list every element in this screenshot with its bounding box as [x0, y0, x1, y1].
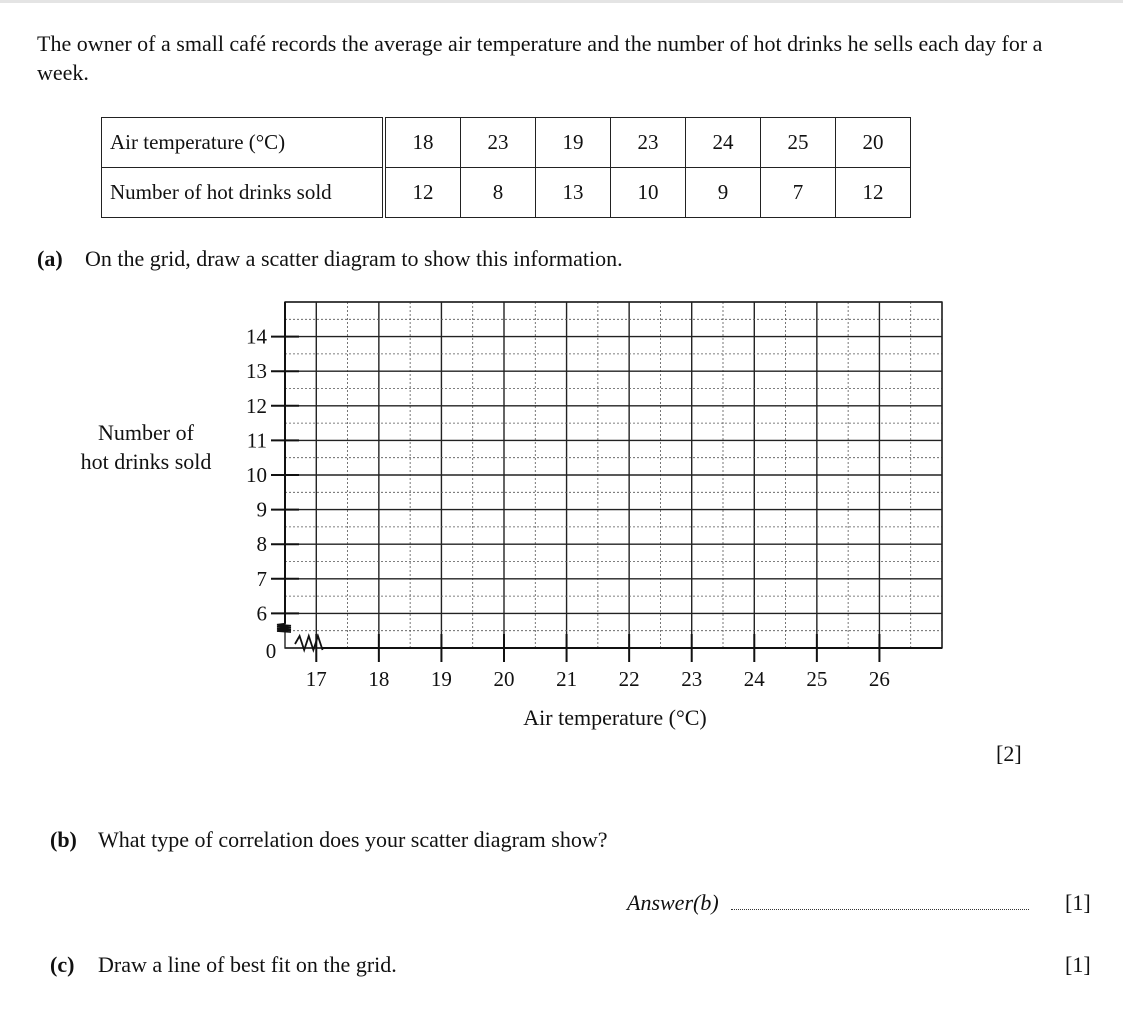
row-label: Air temperature (°C): [102, 118, 385, 168]
x-tick-label: 19: [430, 667, 452, 691]
y-tick-label: 11: [246, 428, 267, 453]
part-a-question: [37, 246, 623, 272]
part-b-letter: (b): [50, 827, 77, 852]
x-tick-label: 22: [618, 667, 640, 691]
table-cell: 23: [461, 118, 536, 168]
part-a-text: On the grid, draw a scatter diagram to show this information.: [85, 246, 623, 271]
part-c-question: [50, 952, 397, 978]
y-tick-label: 12: [246, 393, 267, 418]
table-cell: 10: [611, 168, 686, 218]
answer-b-field[interactable]: [731, 891, 1029, 910]
data-table: [101, 117, 911, 218]
part-a-mark: [2]: [996, 741, 1022, 766]
y-tick-label: 8: [256, 532, 267, 557]
x-tick-label: 25: [806, 667, 828, 691]
row-label: Number of hot drinks sold: [102, 168, 385, 218]
y-axis-break: [277, 624, 291, 632]
table-row-drinks: [102, 168, 911, 218]
part-b-text: What type of correlation does your scatter diagram show?: [98, 827, 608, 852]
y-tick-label: 9: [256, 497, 267, 522]
answer-b-row: [627, 890, 1029, 916]
top-border: [0, 0, 1123, 3]
question-intro: The owner of a small café records the average air temperature and the number of hot drinks he sells each day for a week.: [37, 31, 1043, 85]
table-cell: 25: [761, 118, 836, 168]
y-axis-label: hot drinks sold: [80, 449, 212, 474]
table-cell: 9: [686, 168, 761, 218]
x-tick-label: 21: [556, 667, 578, 691]
x-tick-label: 23: [681, 667, 703, 691]
y-axis-label: Number of: [98, 420, 194, 445]
y-tick-label: 10: [246, 463, 267, 487]
table-cell: 12: [836, 168, 911, 218]
table-cell: 7: [761, 168, 836, 218]
table-cell: 12: [384, 168, 461, 218]
y-tick-label: 14: [246, 324, 267, 349]
table-cell: 23: [611, 118, 686, 168]
table-cell: 19: [536, 118, 611, 168]
part-a-letter: (a): [37, 246, 63, 271]
chart-layer: [81, 302, 942, 730]
table-cell: 8: [461, 168, 536, 218]
x-tick-label: 20: [493, 667, 515, 691]
x-axis-label: Air temperature (°C): [523, 705, 707, 730]
x-tick-label: 17: [305, 667, 327, 691]
scatter-grid[interactable]: [0, 290, 1123, 730]
part-b-question: [50, 827, 607, 853]
y-tick-label: 13: [246, 359, 267, 384]
part-c-text: Draw a line of best fit on the grid.: [98, 952, 397, 977]
table-cell: 18: [384, 118, 461, 168]
table-cell: 13: [536, 168, 611, 218]
part-c-mark: [1]: [1065, 952, 1091, 977]
table-cell: 20: [836, 118, 911, 168]
table-cell: 24: [686, 118, 761, 168]
part-c-letter: (c): [50, 952, 75, 977]
x-tick-label: 26: [868, 667, 890, 691]
x-tick-label: 24: [743, 667, 765, 691]
x-tick-label: 18: [368, 667, 390, 691]
y-tick-label: 7: [256, 566, 267, 591]
origin-label: 0: [265, 639, 277, 663]
y-tick-label: 6: [256, 601, 267, 626]
part-b-mark: [1]: [1065, 890, 1091, 915]
table-row-temperature: [102, 118, 911, 168]
answer-b-label: Answer(b): [627, 890, 719, 915]
